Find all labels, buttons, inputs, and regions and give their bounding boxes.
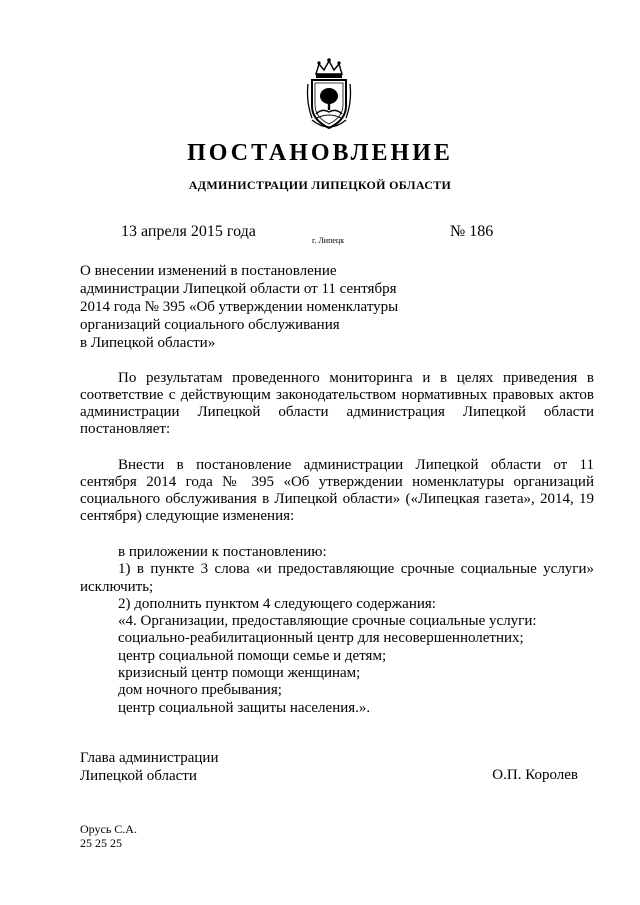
list-item-1-continuation: исключить; — [80, 578, 154, 595]
quote-line: «4. Организации, предоставляющие срочные социальные услуги: — [118, 613, 537, 630]
quote-line: центр социальной помощи семье и детям; — [118, 647, 387, 664]
document-title: ПОСТАНОВЛЕНИЕ — [187, 140, 453, 166]
executor-name: Орусь С.А. — [80, 822, 137, 836]
lipetsk-coat-of-arms-icon — [303, 58, 355, 132]
executor-contact — [80, 822, 137, 850]
signer-position-line: Липецкой области — [80, 768, 197, 784]
subject-line: О внесении изменений в постановление — [80, 263, 337, 279]
list-intro: в приложении к постановлению: — [118, 544, 327, 560]
signer-position-line: Глава администрации — [80, 750, 219, 766]
quote-line: социально-реабилитационный центр для несовершеннолетних; — [118, 630, 524, 647]
changes-list — [80, 544, 594, 717]
quote-line: кризисный центр помощи женщинам; — [118, 665, 361, 682]
document-date: 13 апреля 2015 года — [121, 223, 256, 240]
document-subtitle: АДМИНИСТРАЦИИ ЛИПЕЦКОЙ ОБЛАСТИ — [188, 178, 452, 192]
subject-line: в Липецкой области» — [80, 335, 216, 351]
subject-line: 2014 года № 395 «Об утверждении номенклатуры — [80, 299, 399, 315]
document-subject — [80, 262, 410, 352]
signer-position — [80, 749, 218, 785]
list-item-2: 2) дополнить пунктом 4 следующего содержания: — [118, 595, 436, 612]
subject-line: организаций социального обслуживания — [80, 317, 340, 333]
resolution-paragraph: Внести в постановление администрации Липецкой области от 11 сентября 2014 года № 395 «Об утверждении номенклатуры организаций социального обслуживания в Липецкой области» («Липецкая газета», 2014, 19 сентября) следующие изменения: — [80, 457, 594, 524]
signer-name: О.П. Королев — [492, 767, 578, 783]
preamble-paragraph: По результатам проведенного мониторинга и в целях приведения в соответствие с действующим законодательством нормативных правовых актов администрации Липецкой области администрация Липецкой области постановляет: — [80, 370, 594, 437]
executor-phone: 25 25 25 — [80, 836, 122, 850]
document-city: г. Липецк — [312, 236, 345, 245]
document-number: № 186 — [450, 223, 494, 240]
quote-line: центр социальной защиты населения.». — [118, 699, 371, 716]
list-item-1: 1) в пункте 3 слова «и предоставляющие срочные социальные услуги» — [118, 561, 594, 578]
quote-line: дом ночного пребывания; — [118, 682, 282, 699]
subject-line: администрации Липецкой области от 11 сентября — [80, 281, 397, 297]
